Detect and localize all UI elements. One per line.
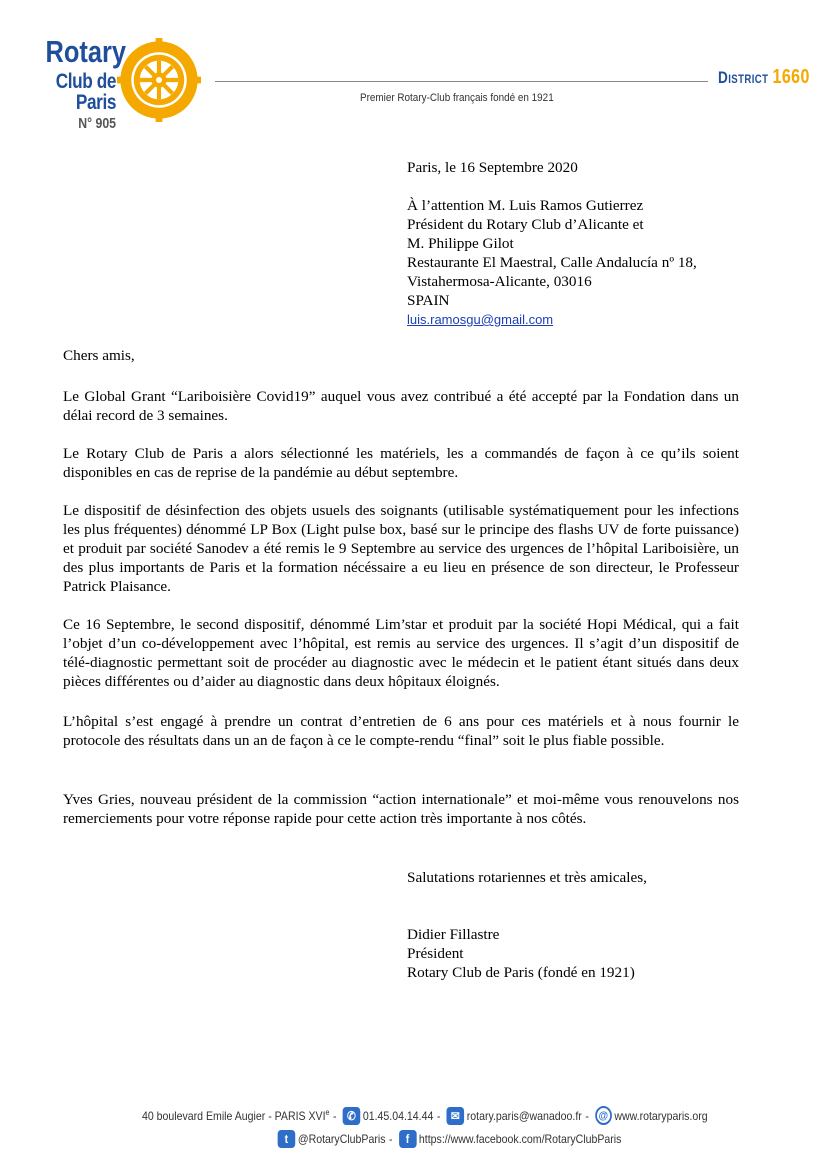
signature-name: Didier Fillastre [407,926,500,943]
recipient-line: SPAIN [407,292,450,309]
club-name-line1: Rotary [45,34,127,69]
letterhead [0,0,826,140]
at-icon: @ [595,1106,612,1125]
footer-twitter[interactable]: @RotaryClubParis [297,1132,386,1146]
footer-contact-row: 40 boulevard Emile Augier - PARIS XVIe - ✆ 01.45.04.14.44 - ✉ rotary.paris@wanadoo.fr - @ www.rotaryparis.org [142,1108,708,1123]
rotary-wheel-logo [117,38,201,122]
phone-icon: ✆ [343,1107,361,1125]
paragraph-2: Le Rotary Club de Paris a alors sélectionné les matériels, les a commandés de façon à ce qu’ils soient disponibles en cas de reprise de la pandémie au début septembre. [63,445,739,481]
footer-phone[interactable]: 01.45.04.14.44 [362,1108,434,1123]
club-name-line2: Club de Paris [55,70,116,114]
twitter-icon: t [278,1130,296,1148]
district-badge [718,66,810,89]
paragraph-1: Le Global Grant “Lariboisière Covid19” auquel vous avez contribué a été accepté par la Fondation dans un délai record de 3 semaines. [63,388,739,424]
footer-facebook[interactable]: https://www.facebook.com/RotaryClubParis [418,1132,622,1146]
tagline: Premier Rotary-Club français fondé en 1921 [360,92,554,104]
recipient-line: Vistahermosa-Alicante, 03016 [407,273,592,290]
paragraph-4: Ce 16 Septembre, le second dispositif, dénommé Lim’star et produit par la société Hopi Médical, qui a fait l’objet d’un co-développement avec l’hôpital, est remis au service des urgences. Il s’agit d’un dispositif de télé-diagnostic permettant soit de procéder au diagnostic avec le médecin et le patient étant situés dans deux pièces différentes ou d’aider au diagnostic dans deux hôpitaux éloignés. [63,616,739,690]
recipient-line: À l’attention M. Luis Ramos Gutierrez [407,197,644,214]
footer-email[interactable]: rotary.paris@wanadoo.fr [466,1108,582,1123]
district-number: 1660 [772,66,810,88]
recipient-line: Restaurante El Maestral, Calle Andalucía nº 18, [407,254,697,271]
paragraph-3: Le dispositif de désinfection des objets usuels des soignants (utilisable systématiquement pour les infections les plus fréquentes) dénommé LP Box (Light pulse box, basé sur le principe des flashs UV de forte puissance) et produit par société Sanodev a été remis le 9 Septembre au service des urgences de l’hôpital Lariboisière, un des plus importants de Paris et la formation nécéssaire a eu lieu en présence de son directeur, le Professeur Patrick Plaisance. [63,502,739,595]
recipient-line: M. Philippe Gilot [407,235,514,252]
header-divider [215,81,708,82]
recipient-block [407,158,697,329]
district-label: District [718,68,769,87]
paragraph-5: L’hôpital s’est engagé à prendre un contrat d’entretien de 6 ans pour ces matériels et à nous fournir le protocole des résultats dans un an de façon à ce le compte-rendu “final” soit le plus fiable possible. [63,713,739,749]
paragraph-6: Yves Gries, nouveau président de la commission “action internationale” et moi-même vous renouvelons nos remerciements pour votre réponse rapide pour cette action très importante à nos côtés. [63,791,739,827]
mail-icon: ✉ [447,1107,465,1125]
club-logo-text [45,34,127,132]
recipient-email-link[interactable]: luis.ramosgu@gmail.com [407,312,554,327]
salutation: Chers amis, [63,347,135,364]
footer-social-row: t @RotaryClubParis - f https://www.facebook.com/RotaryClubParis [275,1130,621,1148]
club-number: N° 905 [78,115,116,132]
signature-org: Rotary Club de Paris (fondé en 1921) [407,964,635,981]
footer-website[interactable]: www.rotaryparis.org [614,1108,708,1123]
signature-title: Président [407,945,464,962]
recipient-line: Président du Rotary Club d’Alicante et [407,216,644,233]
closing-line: Salutations rotariennes et très amicales, [407,869,647,886]
facebook-icon: f [399,1130,417,1148]
footer-address: 40 boulevard Emile Augier - PARIS XVIe [142,1108,330,1123]
letter-date: Paris, le 16 Septembre 2020 [407,159,578,176]
